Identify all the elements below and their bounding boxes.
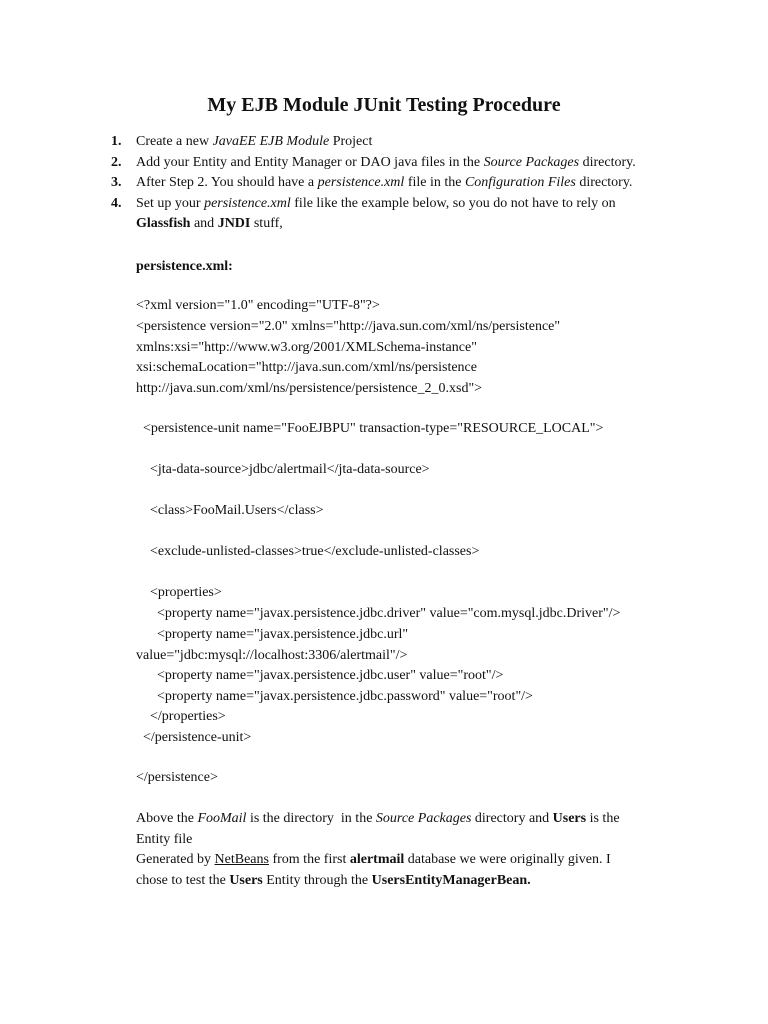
code-line: </persistence>: [136, 770, 218, 785]
footer-paragraph: Entity file: [136, 832, 193, 847]
code-line: </properties>: [136, 709, 226, 724]
step-text: After Step 2. You should have a persistence.xml file in the Configuration Files directory.: [136, 175, 633, 191]
list-item: [0, 132, 768, 153]
code-line: <jta-data-source>jdbc/alertmail</jta-data-source>: [136, 462, 430, 477]
code-line: </persistence-unit>: [136, 730, 252, 745]
page-title: My EJB Module JUnit Testing Procedure: [207, 94, 561, 116]
footer-paragraph: Generated by NetBeans from the first alertmail database we were originally given. I: [136, 852, 611, 867]
steps-list: [0, 132, 768, 235]
code-line: <properties>: [136, 585, 222, 600]
step-number: 4.: [111, 195, 122, 211]
step-number: 1.: [111, 134, 122, 149]
code-line: <persistence-unit name="FooEJBPU" transaction-type="RESOURCE_LOCAL">: [136, 421, 604, 436]
footer-paragraph: chose to test the Users Entity through the UsersEntityManagerBean.: [136, 873, 531, 888]
netbeans-link[interactable]: NetBeans: [214, 852, 269, 867]
list-item: [0, 173, 768, 194]
code-line: <persistence version="2.0" xmlns="http://java.sun.com/xml/ns/persistence": [136, 319, 561, 334]
code-line: <exclude-unlisted-classes>true</exclude-unlisted-classes>: [136, 544, 480, 559]
step-text: Add your Entity and Entity Manager or DAO java files in the Source Packages directory.: [136, 154, 636, 170]
step-text: Create a new JavaEE EJB Module Project: [136, 134, 373, 149]
step-number: 3.: [111, 175, 122, 191]
code-line: value="jdbc:mysql://localhost:3306/alertmail"/>: [136, 648, 408, 663]
code-line: <property name="javax.persistence.jdbc.password" value="root"/>: [136, 689, 533, 704]
step-text: Set up your persistence.xml file like the example below, so you do not have to rely on Glassfish and JNDI stuff,: [136, 195, 616, 232]
list-item: [0, 194, 768, 235]
list-item: [0, 153, 768, 174]
code-line: xsi:schemaLocation="http://java.sun.com/xml/ns/persistence: [136, 360, 477, 375]
code-line: <property name="javax.persistence.jdbc.url": [136, 627, 409, 642]
step-number: 2.: [111, 154, 122, 170]
code-line: <property name="javax.persistence.jdbc.user" value="root"/>: [136, 668, 504, 683]
code-line: <?xml version="1.0" encoding="UTF-8"?>: [136, 298, 380, 313]
code-line: xmlns:xsi="http://www.w3.org/2001/XMLSchema-instance": [136, 340, 477, 355]
code-line: <class>FooMail.Users</class>: [136, 503, 324, 518]
code-line: <property name="javax.persistence.jdbc.driver" value="com.mysql.jdbc.Driver"/>: [136, 606, 621, 621]
footer-paragraph: Above the FooMail is the directory in the Source Packages directory and Users is the: [136, 811, 620, 826]
xml-heading: persistence.xml:: [136, 259, 233, 274]
code-line: http://java.sun.com/xml/ns/persistence/persistence_2_0.xsd">: [136, 381, 483, 396]
